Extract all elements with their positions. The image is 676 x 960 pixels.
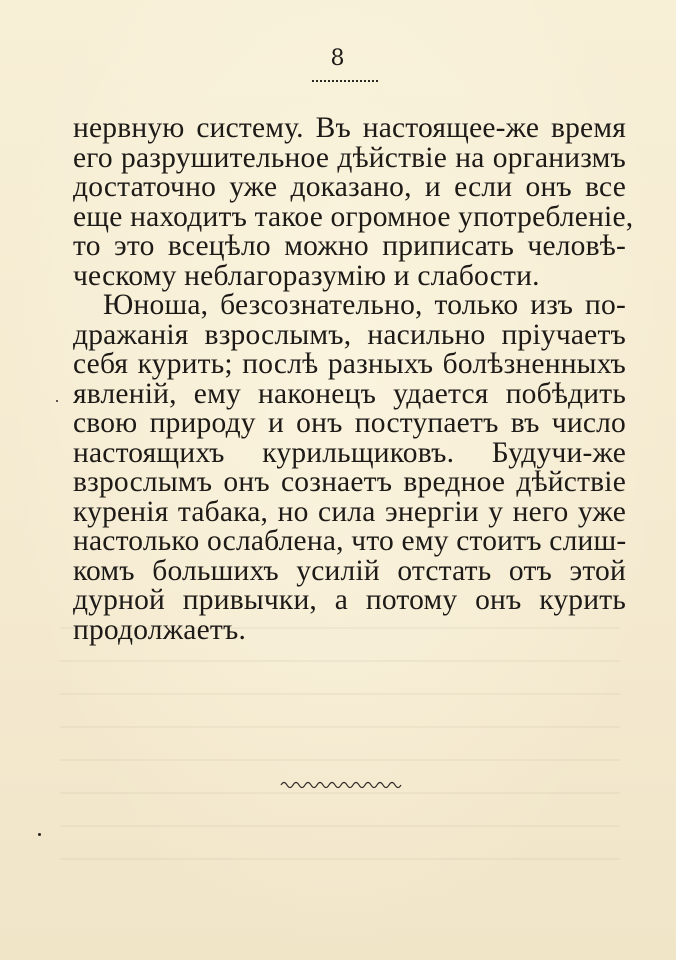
text-line-1: нервную систему. Въ настоящее-же время — [73, 112, 626, 144]
text-line-2: его разрушительное дѣйствіе на организмъ — [73, 141, 626, 174]
page-number-rule — [312, 80, 378, 82]
text-line-5: то это всецѣло можно приписать человѣ- — [73, 230, 626, 262]
text-line-13: взрослымъ онъ сознаетъ вредное дѣйствіе — [73, 466, 626, 498]
text-line-14: куренія табака, но сила энергіи у него уже — [73, 495, 626, 528]
text-line-18: продолжаетъ. — [73, 613, 247, 646]
text-line-10: явленій, ему наконецъ удается побѣдить — [73, 377, 626, 410]
text-line-6: ческому неблагоразумію и слабости. — [73, 259, 540, 292]
wavy-rule-icon — [280, 778, 402, 792]
text-line-7: Юноша, безсознательно, только изъ по- — [103, 289, 626, 321]
page-number: 8 — [330, 46, 346, 71]
text-line-8: дражанія взрослымъ, насильно пріучаетъ — [73, 318, 626, 351]
text-line-4: еще находитъ такое огромное употребленіе, — [73, 200, 634, 233]
text-line-9: себя курить; послѣ разныхъ болѣзненныхъ — [73, 348, 626, 380]
text-line-11: свою природу и онъ поступаетъ въ число — [73, 407, 626, 439]
body-text — [73, 112, 634, 646]
text-line-17: дурной привычки, а потому онъ курить — [73, 584, 626, 616]
text-line-12: настоящихъ курильщиковъ. Будучи-же — [73, 436, 626, 469]
print-speck — [56, 400, 58, 402]
text-line-15: настолько ослаблена, что ему стоитъ слиш- — [73, 525, 627, 557]
text-line-16: комъ большихъ усилій отстать отъ этой — [73, 554, 626, 587]
wavy-rule-ornament — [280, 778, 402, 792]
text-line-3: достаточно уже доказано, и если онъ все — [73, 171, 626, 203]
print-speck — [38, 833, 41, 836]
